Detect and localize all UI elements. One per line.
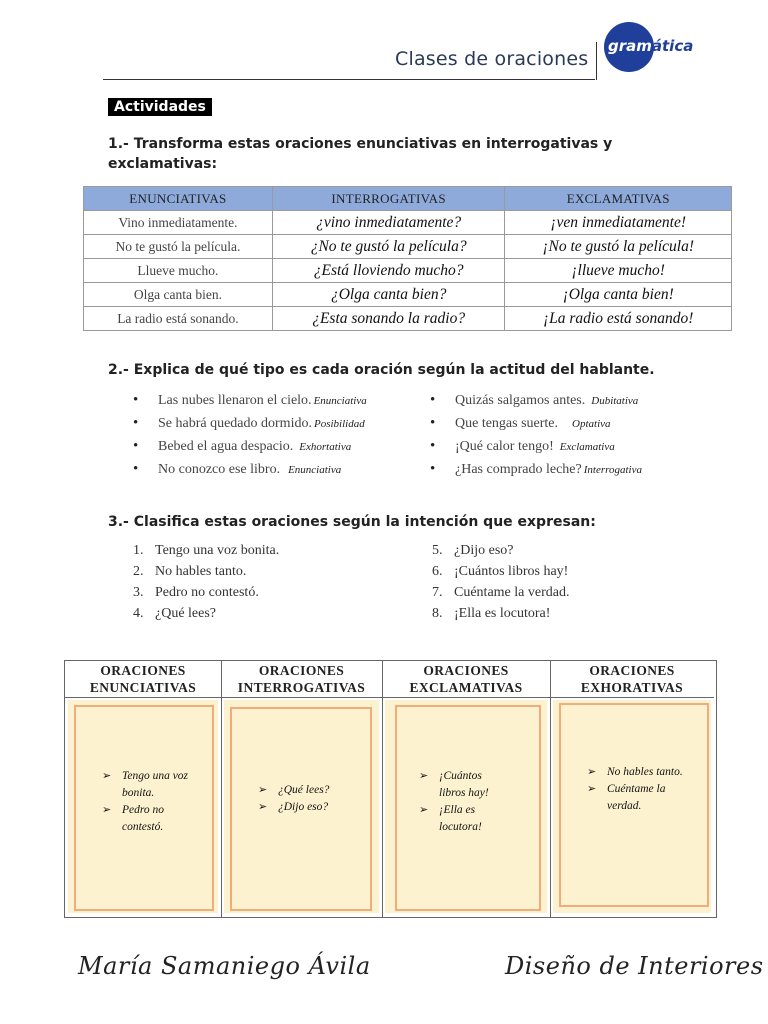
table-row: [84, 307, 732, 331]
table-row: [84, 283, 732, 307]
sentence-text: ¡Qué calor tengo!: [455, 439, 554, 454]
logo-text-part: gram: [608, 37, 652, 55]
answer-items: [102, 768, 202, 836]
section1-title: [108, 134, 612, 174]
list-item: [133, 439, 367, 462]
classification-table: [64, 660, 717, 918]
column-exclamativas: [382, 661, 551, 917]
list-item: ➢ Pedro no contestó.: [102, 802, 202, 836]
column-header: EXCLAMATIVAS: [505, 187, 732, 211]
sentence-text: ¿Has comprado leche?: [455, 462, 582, 477]
list-item: [133, 416, 367, 439]
answer-text: Enunciativa: [313, 395, 367, 407]
list-item: ➢ No hables tanto.: [587, 764, 687, 781]
exclamativa-cell: ¡La radio está sonando!: [505, 307, 732, 331]
table-header-row: [84, 187, 732, 211]
exclamativa-cell: ¡llueve mucho!: [505, 259, 732, 283]
answer-items: [419, 768, 503, 836]
list-item: 7. Cuéntame la verdad.: [432, 585, 570, 600]
sentence-text: Se habrá quedado dormido.: [158, 416, 312, 431]
answer-area: [553, 700, 711, 913]
logo-text-part: ática: [651, 37, 694, 55]
interrogativa-cell: ¿No te gustó la película?: [272, 235, 505, 259]
table-row: [84, 235, 732, 259]
column-exhortativas: [550, 661, 714, 917]
list-item: 4. ¿Qué lees?: [133, 606, 217, 621]
column-enunciativas: [65, 661, 222, 917]
answer-area: [68, 700, 218, 913]
answer-items: [258, 782, 368, 816]
answer-area: [224, 700, 379, 913]
sentence-text: Bebed el agua despacio.: [158, 439, 294, 454]
sentence-list-right: [432, 543, 569, 627]
exclamativa-cell: ¡No te gustó la película!: [505, 235, 732, 259]
sentence-text: No conozco ese libro.: [158, 462, 281, 477]
table-row: [84, 259, 732, 283]
answer-text: Dubitativa: [591, 395, 639, 407]
list-item: 3. Pedro no contestó.: [133, 585, 259, 600]
enunciativa-cell: Llueve mucho.: [84, 259, 273, 283]
interrogativa-cell: ¿Olga canta bien?: [272, 283, 505, 307]
answer-text: Interrogativa: [583, 464, 642, 476]
answer-text: Exclamativa: [559, 441, 615, 453]
interrogativa-cell: ¿Esta sonando la radio?: [272, 307, 505, 331]
list-item: 2. No hables tanto.: [133, 564, 247, 579]
sentence-text: Quizás salgamos antes.: [455, 393, 586, 408]
list-item: ➢ ¡Cuántos libros hay!: [419, 768, 503, 802]
column-header: ENUNCIATIVAS: [84, 187, 273, 211]
answer-text: Optativa: [572, 418, 611, 430]
list-item: [430, 416, 642, 439]
list-item: [133, 462, 367, 485]
enunciativa-cell: La radio está sonando.: [84, 307, 273, 331]
column-header: ORACIONES EXCLAMATIVAS: [382, 661, 550, 698]
column-header: ORACIONES ENUNCIATIVAS: [65, 661, 221, 698]
table-row: [84, 211, 732, 235]
answer-text: Enunciativa: [288, 464, 342, 476]
answer-area: [385, 700, 547, 913]
answer-text: Posibilidad: [313, 418, 365, 430]
header-divider: [596, 42, 597, 80]
column-header: ORACIONES EXHORATIVAS: [550, 661, 714, 698]
header-rule: [103, 79, 595, 80]
transform-table: [83, 186, 732, 331]
enunciativa-cell: Olga canta bien.: [84, 283, 273, 307]
section3-title: 3.- Clasifica estas oraciones según la intención que expresan:: [108, 514, 596, 530]
list-item: ➢ Cuéntame la verdad.: [587, 781, 687, 815]
enunciativa-cell: No te gustó la película.: [84, 235, 273, 259]
list-item: ➢ Tengo una voz bonita.: [102, 768, 202, 802]
list-item: ➢ ¡Ella es locutora!: [419, 802, 503, 836]
sentence-text: Las nubes llenaron el cielo.: [158, 393, 312, 408]
exclamativa-cell: ¡Olga canta bien!: [505, 283, 732, 307]
activities-label: Actividades: [108, 98, 212, 116]
column-header: INTERROGATIVAS: [272, 187, 505, 211]
list-item: 5. ¿Dijo eso?: [432, 543, 514, 558]
document-title: Clases de oraciones: [395, 48, 589, 70]
section2-title: 2.- Explica de qué tipo es cada oración según la actitud del hablante.: [108, 362, 655, 378]
list-item: [133, 393, 367, 416]
section1-title-line1: 1.- Transforma estas oraciones enunciativas en interrogativas y: [108, 136, 613, 152]
list-item: 1. Tengo una voz bonita.: [133, 543, 280, 558]
interrogativa-cell: ¿Está lloviendo mucho?: [272, 259, 505, 283]
list-item: [430, 439, 642, 462]
interrogativa-cell: ¿vino inmediatamente?: [272, 211, 505, 235]
attitude-list-left: [133, 393, 367, 485]
gramatica-logo: [604, 22, 702, 72]
answer-text: Exhortativa: [299, 441, 352, 453]
exclamativa-cell: ¡ven inmediatamente!: [505, 211, 732, 235]
column-interrogativas: [221, 661, 383, 917]
section1-title-line2: exclamativas:: [108, 156, 218, 172]
answer-items: [587, 764, 687, 815]
enunciativa-cell: Vino inmediatamente.: [84, 211, 273, 235]
list-item: 8. ¡Ella es locutora!: [432, 606, 551, 621]
logo-text: [608, 37, 693, 55]
list-item: ➢ ¿Qué lees?: [258, 782, 368, 799]
attitude-list-right: [430, 393, 642, 485]
sentence-list-left: [133, 543, 279, 627]
program-signature: Diseño de Interiores: [505, 952, 764, 980]
author-signature: María Samaniego Ávila: [78, 952, 371, 980]
list-item: 6. ¡Cuántos libros hay!: [432, 564, 569, 579]
list-item: ➢ ¿Dijo eso?: [258, 799, 368, 816]
sentence-text: Que tengas suerte.: [455, 416, 559, 431]
column-header: ORACIONES INTERROGATIVAS: [221, 661, 382, 698]
list-item: [430, 462, 642, 485]
list-item: [430, 393, 642, 416]
